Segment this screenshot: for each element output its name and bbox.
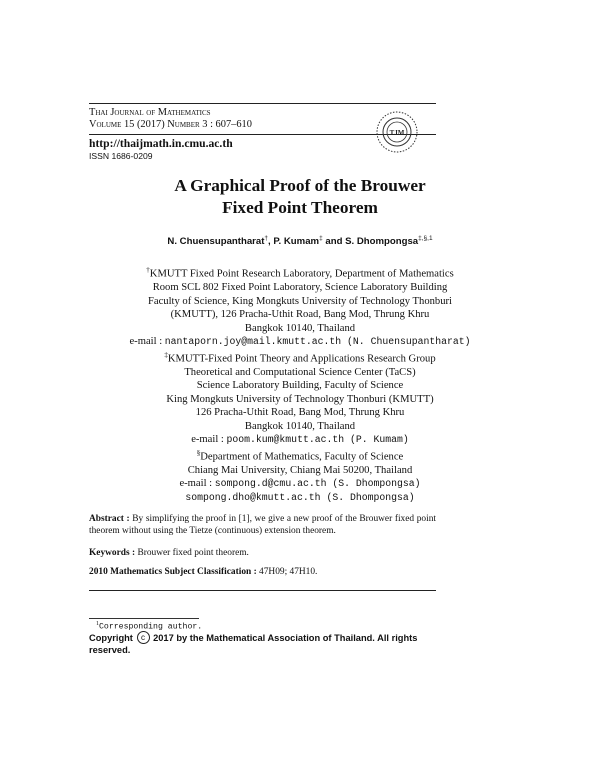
affiliation-line: Theoretical and Computational Science Center (TaCS) <box>184 366 416 378</box>
email-link[interactable]: poom.kum@kmutt.ac.th (P. Kumam) <box>226 434 409 446</box>
email-label: e-mail : <box>191 434 227 446</box>
affiliation-mark: § <box>196 448 201 457</box>
email-link[interactable]: sompong.dho@kmutt.ac.th (S. Dhompongsa) <box>185 491 415 503</box>
affiliation-line: Science Laboratory Building, Faculty of Science <box>196 380 404 392</box>
section-divider <box>89 590 436 591</box>
affiliation-line: (KMUTT), 126 Pracha-Uthit Road, Bang Mod, Thrung Khru <box>170 309 430 321</box>
affiliation-line: Faculty of Science, King Mongkuts University of Technology Thonburi <box>148 295 452 307</box>
journal-url[interactable]: http://thaijmath.in.cmu.ac.th <box>89 136 233 150</box>
author-mark: ‡ <box>319 235 323 242</box>
affiliation-line: Bangkok 10140, Thailand <box>244 420 356 432</box>
keywords <box>89 548 436 558</box>
author-name: S. Dhompongsa <box>345 236 419 248</box>
author-name: N. Chuensupantharat <box>167 236 265 248</box>
affiliation-line: King Mongkuts University of Technology Thonburi (KMUTT) <box>166 393 434 405</box>
affiliation-mark: † <box>146 266 150 274</box>
affiliation-line: Bangkok 10140, Thailand <box>244 322 356 334</box>
affiliation-block <box>78 264 522 349</box>
journal-logo <box>375 110 419 154</box>
affiliation-line: KMUTT Fixed Point Research Laboratory, Department of Mathematics <box>149 268 454 280</box>
affiliations <box>78 264 522 504</box>
author-separator: , <box>268 236 274 248</box>
copyright-prefix: Copyright <box>89 633 133 643</box>
header-top-rule <box>89 103 436 104</box>
footnote-text: Corresponding author. <box>99 622 203 632</box>
author-mark: ‡,§,1 <box>418 235 433 242</box>
author-name: P. Kumam <box>273 236 320 248</box>
keywords-text: Brouwer fixed point theorem. <box>135 548 249 558</box>
author-list <box>70 235 530 247</box>
email-label: e-mail : <box>179 478 215 490</box>
tjm-seal-icon <box>375 110 419 154</box>
keywords-label: Keywords : <box>89 548 136 558</box>
journal-volume: Volume 15 (2017) Number 3 : 607–610 <box>89 119 252 131</box>
logo-text: TJM <box>389 129 405 137</box>
affiliation-line: 126 Pracha-Uthit Road, Bang Mod, Thrung Khru <box>195 407 405 419</box>
abstract-label: Abstract : <box>89 514 130 524</box>
title-line: Fixed Point Theorem <box>222 198 378 217</box>
footnote <box>96 621 202 632</box>
affiliation-block <box>78 447 522 505</box>
email-link[interactable]: nantaporn.joy@mail.kmutt.ac.th (N. Chuensupantharat) <box>164 336 471 348</box>
email-label: e-mail : <box>129 336 165 348</box>
affiliation-mark: ‡ <box>164 350 168 359</box>
journal-name: Thai Journal of Mathematics <box>89 107 211 118</box>
title-line: A Graphical Proof of the Brouwer <box>174 176 426 195</box>
abstract <box>89 513 436 538</box>
msc-label: 2010 Mathematics Subject Classification : <box>89 567 257 577</box>
journal-issn: ISSN 1686-0209 <box>89 150 153 161</box>
affiliation-line: Chiang Mai University, Chiang Mai 50200, Thailand <box>187 464 413 476</box>
abstract-text: By simplifying the proof in [1], we give a new proof of the Brouwer fixed point theorem without using the Tietze (continuous) extension theorem. <box>89 514 436 537</box>
affiliation-line: KMUTT-Fixed Point Theory and Applications Research Group <box>167 353 436 365</box>
affiliation-line: Room SCL 802 Fixed Point Laboratory, Science Laboratory Building <box>152 282 448 294</box>
footnote-mark: 1 <box>96 621 99 627</box>
msc-text: 47H09; 47H10. <box>256 567 318 577</box>
copyright-notice <box>89 632 439 656</box>
copyright-text: 2017 by the Mathematical Association of Thailand. All rights reserved. <box>89 633 418 656</box>
author-mark: † <box>264 235 269 242</box>
footnote-rule <box>89 618 199 619</box>
copyright-icon: c <box>137 631 150 644</box>
paper-title <box>70 175 530 219</box>
author-separator: and <box>322 236 346 248</box>
affiliation-block <box>78 349 522 447</box>
affiliation-line: Department of Mathematics, Faculty of Science <box>200 451 404 463</box>
subject-classification <box>89 567 436 577</box>
email-link[interactable]: sompong.d@cmu.ac.th (S. Dhompongsa) <box>214 478 421 490</box>
